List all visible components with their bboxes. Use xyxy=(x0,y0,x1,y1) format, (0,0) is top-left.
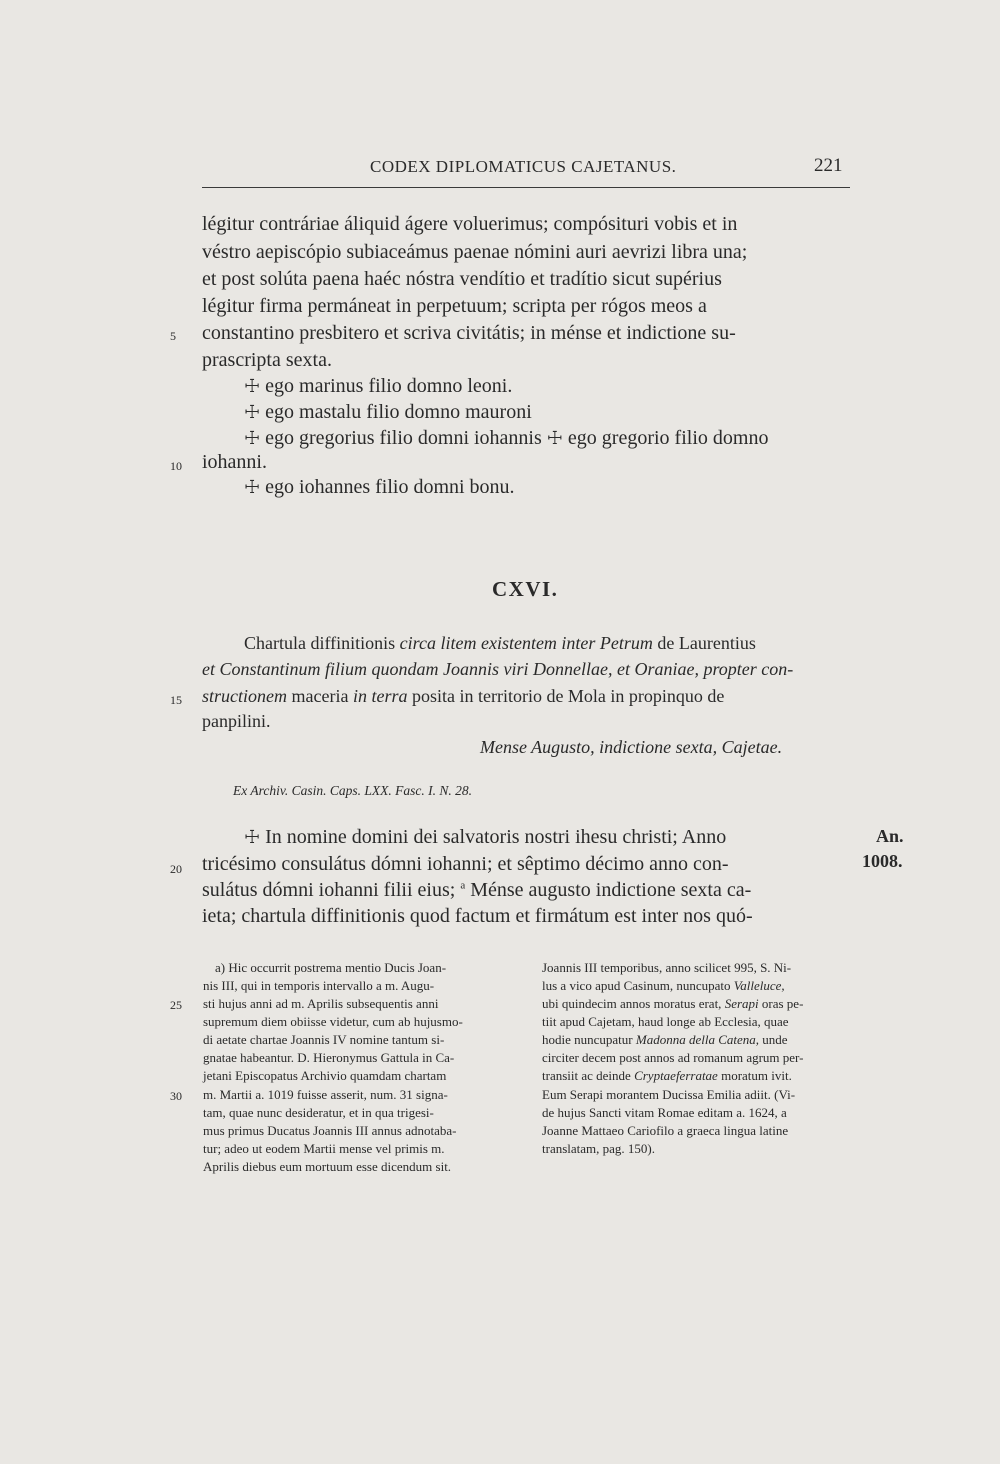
footnote-italic: Serapi xyxy=(724,996,759,1011)
cross-symbol: ☩ xyxy=(244,827,261,848)
footnote-right-line xyxy=(542,1032,788,1048)
cross-symbol: ☩ xyxy=(244,376,261,397)
signature-text: ego mastalu filio domno mauroni xyxy=(265,401,532,423)
margin-date-year: 1008. xyxy=(862,851,903,871)
rubric-italic: structionem xyxy=(202,686,287,706)
cross-symbol: ☩ xyxy=(546,428,563,449)
footnote-right-line xyxy=(542,978,785,994)
footnote-right-line: Eum Serapi morantem Ducissa Emilia adiit. (Vi- xyxy=(542,1087,796,1102)
cross-symbol: ☩ xyxy=(244,477,261,498)
footnote-text: lus a vico apud Casinum, nuncupato xyxy=(542,978,734,993)
footnote-italic: Madonna della Catena, xyxy=(635,1032,760,1047)
rubric-text: Chartula diffinitionis xyxy=(244,633,400,653)
body-line: prascripta sexta. xyxy=(202,349,332,371)
rubric-text: de Laurentius xyxy=(652,633,756,653)
footnote-text: unde xyxy=(759,1032,788,1047)
footnote-italic: Cryptaeferratae xyxy=(634,1068,718,1083)
line-number: 5 xyxy=(170,329,176,343)
footnote-text: hodie nuncupatur xyxy=(542,1032,636,1047)
rubric-text: posita in territorio de Mola in propinquo de xyxy=(407,686,725,706)
body-line: légitur firma permáneat in perpetuum; scripta per rógos meos a xyxy=(202,295,707,317)
footnote-text: transiit ac deinde xyxy=(542,1068,635,1083)
signature-line xyxy=(244,375,512,398)
footnote-italic: Valleluce, xyxy=(733,978,785,993)
signature-text: ego iohannes filio domni bonu. xyxy=(265,476,515,498)
body-line: véstro aepiscópio subiaceámus paenae nómini auri aevrizi libra una; xyxy=(202,241,748,263)
charter-text: sulátus dómni iohanni filii eius; xyxy=(202,879,461,901)
signature-continuation: iohanni. xyxy=(202,451,267,473)
page-number: 221 xyxy=(814,155,843,176)
rubric-text: maceria xyxy=(287,686,353,706)
footnote-left-line: supremum diem obiisse videtur, cum ab hujusmo- xyxy=(203,1014,463,1029)
charter-text: Ménse augusto indictione sexta ca- xyxy=(465,879,752,901)
body-line: légitur contráriae áliquid ágere voluerimus; compósituri vobis et in xyxy=(202,213,738,235)
line-number: 30 xyxy=(170,1089,182,1103)
line-number: 15 xyxy=(170,693,182,707)
body-line: et post solúta paena haéc nóstra vendítio et tradítio sicut supérius xyxy=(202,268,722,290)
footnote-right-line: de hujus Sancti vitam Romae editam a. 1624, a xyxy=(542,1105,787,1120)
line-number: 10 xyxy=(170,459,182,473)
rubric-line xyxy=(202,686,724,707)
footnote-left-line: tam, quae nunc desideratur, et in qua trigesi- xyxy=(203,1105,434,1120)
section-number: CXVI. xyxy=(492,577,559,601)
footnote-left-line: jetani Episcopatus Archivio quamdam chartam xyxy=(203,1068,447,1083)
footnote-text: moratum ivit. xyxy=(717,1068,792,1083)
rubric-line: panpilini. xyxy=(202,711,271,731)
footnote-left-line: tur; adeo ut eodem Martii mense vel primis m. xyxy=(203,1141,445,1156)
signature-text: ego gregorio filio domno xyxy=(567,427,769,449)
footnote-right-line xyxy=(542,1068,792,1084)
footnote-right-line: Joannis III temporibus, anno scilicet 995, S. Ni- xyxy=(542,960,792,975)
footnote-text: ubi quindecim annos moratus erat, xyxy=(542,996,725,1011)
charter-line xyxy=(244,826,726,849)
footnote-marker: a xyxy=(460,879,466,892)
footnote-left-line: gnatae habeantur. D. Hieronymus Gattula in Ca- xyxy=(203,1050,455,1065)
rubric-italic: in terra xyxy=(352,686,408,706)
footnote-left-line: di aetate chartae Joannis IV nomine tantum si- xyxy=(203,1032,445,1047)
footnote-right-line xyxy=(542,996,803,1012)
signature-text: ego marinus filio domno leoni. xyxy=(265,375,513,397)
line-number: 25 xyxy=(170,998,182,1012)
footnote-text: oras pe- xyxy=(758,996,804,1011)
signature-line xyxy=(244,427,768,450)
footnote-right-line: tiit apud Cajetam, haud longe ab Ecclesia, quae xyxy=(542,1014,789,1029)
rubric-date: Mense Augusto, indictione sexta, Cajetae. xyxy=(480,737,783,757)
footnote-right-line: Joanne Mattaeo Cariofilo a graeca lingua latine xyxy=(542,1123,789,1138)
margin-date-an: An. xyxy=(876,826,904,846)
footnote-left-line: sti hujus anni ad m. Aprilis subsequentis anni xyxy=(203,996,439,1011)
footnote-right-line: circiter decem post annos ad romanum agrum per- xyxy=(542,1050,804,1065)
footnote-left-line: nis III, qui in temporis intervallo a m. Augu- xyxy=(203,978,435,993)
signature-text: ego gregorius filio domni iohannis xyxy=(265,427,542,449)
signature-line xyxy=(244,401,532,424)
cross-symbol: ☩ xyxy=(244,428,261,449)
body-line: constantino presbitero et scriva civitátis; in ménse et indictione su- xyxy=(202,322,736,344)
footnote-left-line: Aprilis diebus eum mortuum esse dicendum sit. xyxy=(203,1159,452,1174)
cross-symbol: ☩ xyxy=(244,402,261,423)
rubric-line: et Constantinum filium quondam Joannis viri Donnellae, et Oraniae, propter con- xyxy=(202,659,794,679)
rubric-italic: circa litem existentem inter Petrum xyxy=(399,633,653,653)
charter-text: In nomine domini dei salvatoris nostri ihesu christi; Anno xyxy=(265,826,727,848)
archive-source: Ex Archiv. Casin. Caps. LXX. Fasc. I. N. 28. xyxy=(233,783,472,798)
footnote-left-line: mus primus Ducatus Joannis III annus adnotaba- xyxy=(203,1123,457,1138)
header-rule xyxy=(202,187,850,188)
charter-line: tricésimo consulátus dómni iohanni; et sêptimo décimo anno con- xyxy=(202,853,729,875)
charter-line xyxy=(202,879,751,902)
charter-line: ieta; chartula diffinitionis quod factum et firmátum est inter nos quó- xyxy=(202,905,753,927)
rubric-line xyxy=(244,633,756,654)
signature-line xyxy=(244,476,515,499)
running-head: CODEX DIPLOMATICUS CAJETANUS. xyxy=(370,157,677,176)
footnote-left-line: a) Hic occurrit postrema mentio Ducis Joan- xyxy=(215,960,447,975)
line-number: 20 xyxy=(170,862,182,876)
footnote-left-line: m. Martii a. 1019 fuisse asserit, num. 31 signa- xyxy=(203,1087,448,1102)
footnote-right-line: translatam, pag. 150). xyxy=(542,1141,655,1156)
